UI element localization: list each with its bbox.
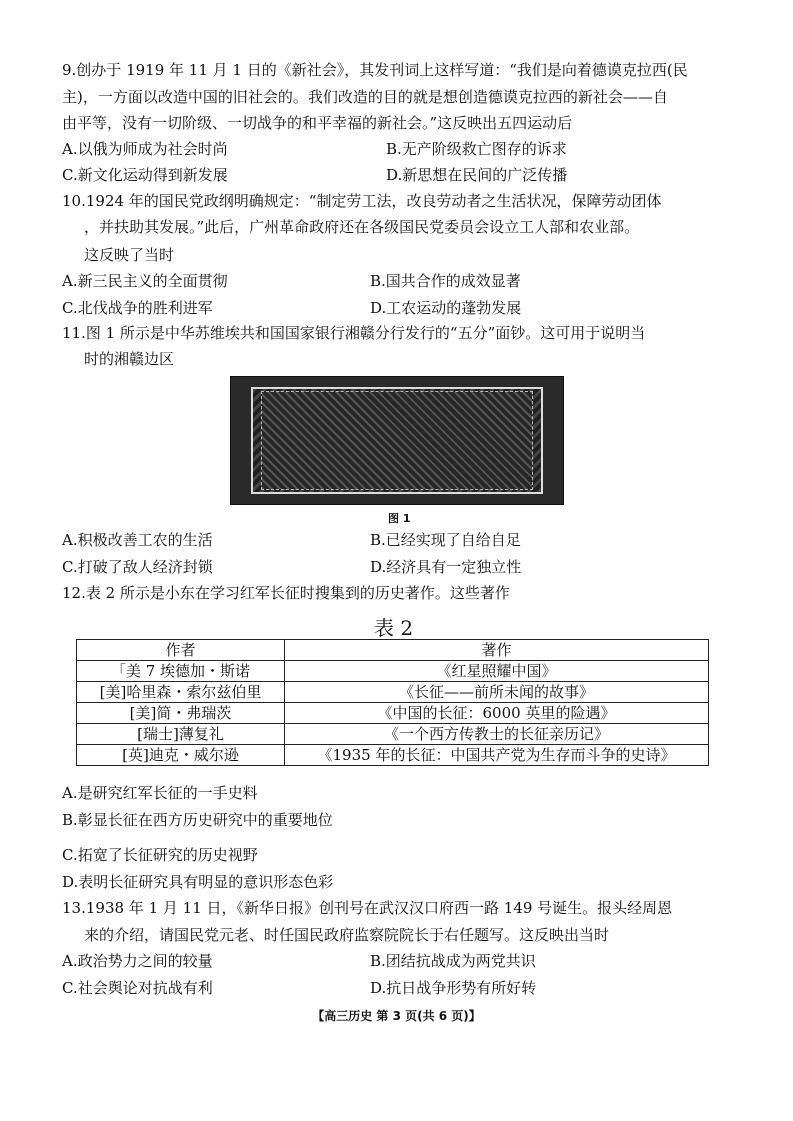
table-row: [77, 682, 709, 703]
q12-option-d: D.表明长征研究具有明显的意识形态色彩: [62, 873, 334, 891]
table-row: [77, 724, 709, 745]
table-cell-work: 《中国的长征：6000 英里的险遇》: [285, 703, 709, 724]
table-cell-author: [美]哈里森・索尔兹伯里: [77, 682, 285, 703]
q9-stem-line2: 主)，一方面以改造中国的旧社会的。我们改造的目的就是想创造德谟克拉西的新社会——自: [62, 88, 668, 106]
table-header-row: [77, 640, 709, 661]
q11-stem-line2: 时的湘赣边区: [84, 350, 175, 368]
table-row: [77, 661, 709, 682]
page-footer: 【高三历史 第 3 页(共 6 页)】: [312, 1009, 481, 1023]
banknote-figure-image: [230, 376, 564, 505]
q13-option-c: C.社会舆论对抗战有利: [62, 979, 213, 997]
table-caption: 表 2: [374, 616, 414, 640]
q13-stem-line2: 来的介绍，请国民党元老、时任国民政府监察院院长于右任题写。这反映出当时: [84, 926, 610, 944]
q10-stem-line2: ，并扶助其发展。”此后，广州革命政府还在各级国民党委员会设立工人部和农业部。: [84, 218, 640, 236]
table-header-author: 作者: [77, 640, 285, 661]
table-cell-work: 《1935 年的长征：中国共产党为生存而斗争的史诗》: [285, 745, 709, 766]
q13-stem-line1: 13.1938 年 1 月 11 日，《新华日报》创刊号在武汉汉口府西一路 149 号诞生。报头经周恩: [62, 899, 673, 917]
q11-stem-line1: 11.图 1 所示是中华苏维埃共和国国家银行湘赣分行发行的“五分”面钞。这可用于说明当: [62, 324, 646, 342]
q13-option-b: B.团结抗战成为两党共识: [370, 952, 536, 970]
table-cell-author: [瑞士]薄复礼: [77, 724, 285, 745]
q10-option-b: B.国共合作的成效显著: [370, 272, 521, 290]
q11-option-c: C.打破了敌人经济封锁: [62, 558, 213, 576]
q9-option-b: B.无产阶级救亡图存的诉求: [386, 140, 567, 158]
q9-stem-line1: 9.创办于 1919 年 11 月 1 日的《新社会》，其发刊词上这样写道：“我们是向着德谟克拉西(民: [62, 61, 688, 79]
q12-stem-line1: 12.表 2 所示是小东在学习红军长征时搜集到的历史著作。这些著作: [62, 584, 510, 602]
table-row: [77, 703, 709, 724]
q9-option-c: C.新文化运动得到新发展: [62, 166, 228, 184]
table-cell-author: [美]简・弗瑞茨: [77, 703, 285, 724]
table-cell-author: 「美 7 埃德加・斯诺: [77, 661, 285, 682]
table-cell-work: 《一个西方传教士的长征亲历记》: [285, 724, 709, 745]
q9-option-d: D.新思想在民间的广泛传播: [386, 166, 568, 184]
q13-option-d: D.抗日战争形势有所好转: [370, 979, 537, 997]
q12-option-c: C.拓宽了长征研究的历史视野: [62, 846, 258, 864]
table-cell-work: 《长征——前所未闻的故事》: [285, 682, 709, 703]
q10-option-d: D.工农运动的蓬勃发展: [370, 299, 522, 317]
works-table: [76, 639, 709, 766]
q10-option-a: A.新三民主义的全面贯彻: [62, 272, 228, 290]
q9-stem-line3: 由平等，没有一切阶级、一切战争的和平幸福的新社会。”这反映出五四运动后: [62, 114, 573, 132]
q11-option-d: D.经济具有一定独立性: [370, 558, 522, 576]
q10-stem-line3: 这反映了当时: [84, 246, 175, 264]
q12-option-a: A.是研究红军长征的一手史料: [62, 784, 258, 802]
table-cell-work: 《红星照耀中国》: [285, 661, 709, 682]
table-row: [77, 745, 709, 766]
q10-option-c: C.北伐战争的胜利进军: [62, 299, 213, 317]
q10-stem-line1: 10.1924 年的国民党政纲明确规定：“制定劳工法，改良劳动者之生活状况，保障劳动团体: [62, 192, 662, 210]
figure-caption: 图 1: [388, 512, 411, 525]
q11-option-b: B.已经实现了自给自足: [370, 531, 521, 549]
q9-option-a: A.以俄为师成为社会时尚: [62, 140, 228, 158]
q12-option-b: B.彰显长征在西方历史研究中的重要地位: [62, 811, 333, 829]
q11-option-a: A.积极改善工农的生活: [62, 531, 213, 549]
q13-option-a: A.政治势力之间的较量: [62, 952, 213, 970]
table-header-work: 著作: [285, 640, 709, 661]
table-cell-author: [英]迪克・威尔逊: [77, 745, 285, 766]
